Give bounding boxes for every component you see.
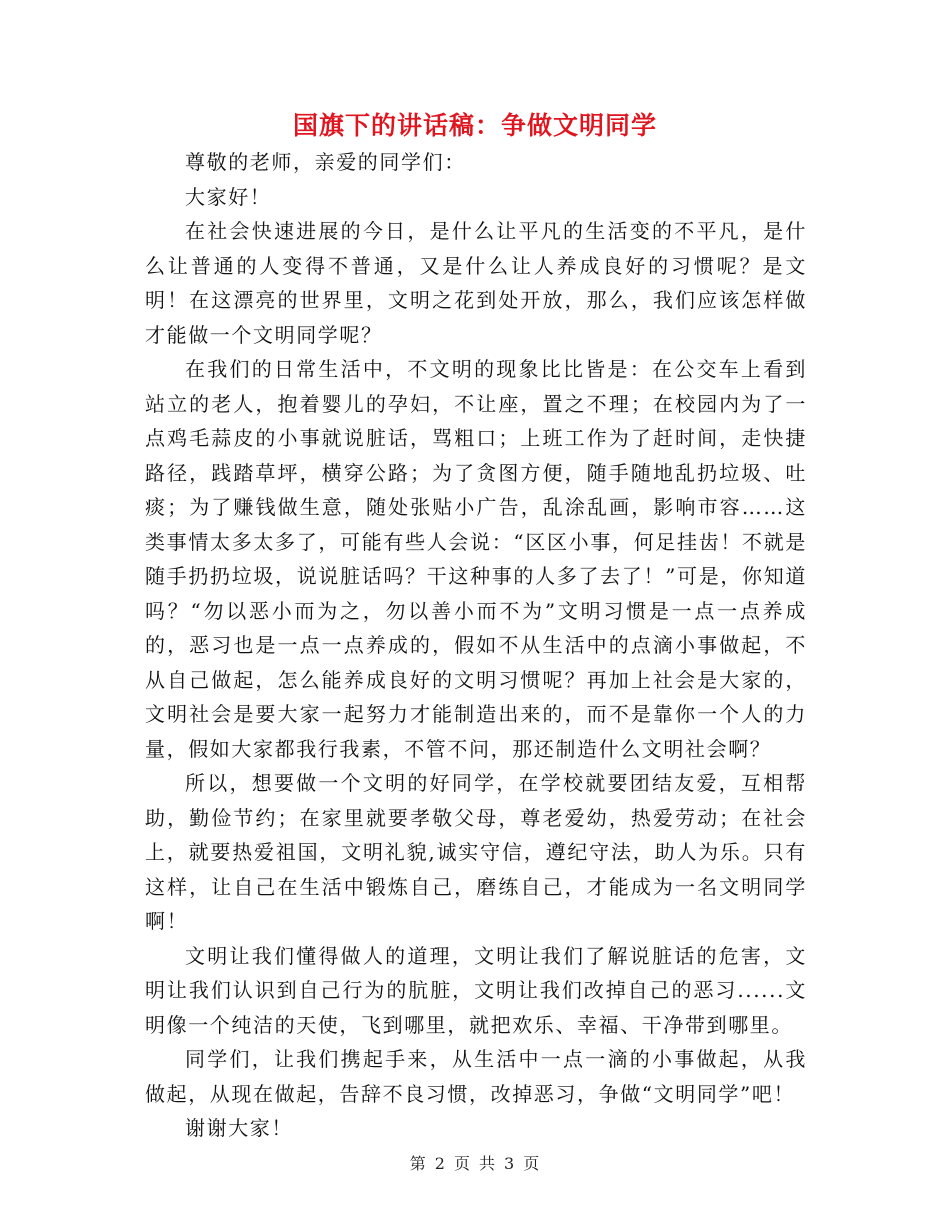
footer-page-word: 页 <box>453 1154 471 1173</box>
greeting-paragraph: 大家好！ <box>185 184 272 209</box>
footer-total-word: 共 <box>479 1154 497 1173</box>
current-page-number: 2 <box>434 1154 446 1173</box>
body-paragraph: 在社会快速进展的今日，是什么让平凡的生活变的不平凡，是什么让普通的人变得不普通，又是什么让人养成良好的习惯呢？是文明！在这漂亮的世界里，文明之花到处开放，那么，我们应该怎样做才能做一个文明同学呢？ <box>145 219 807 347</box>
body-paragraph: 文明让我们懂得做人的道理，文明让我们了解说脏话的危害，文明让我们认识到自己行为的肮脏，文明让我们改掉自己的恶习......文明像一个纯洁的天使，飞到哪里，就把欢乐、幸福、干净带到哪里。 <box>145 943 807 1037</box>
document-body <box>145 145 807 1146</box>
closing-paragraph: 谢谢大家！ <box>185 1116 293 1140</box>
salutation-paragraph: 尊敬的老师，亲爱的同学们： <box>185 150 466 174</box>
page-footer <box>0 1152 950 1176</box>
body-paragraph: 同学们，让我们携起手来，从生活中一点一滴的小事做起，从我做起，从现在做起，告辞不良习惯，改掉恶习，争做“文明同学”吧！ <box>145 1047 807 1106</box>
document-title: 国旗下的讲话稿：争做文明同学 <box>292 111 657 140</box>
body-paragraph: 在我们的日常生活中，不文明的现象比比皆是：在公交车上看到站立的老人，抱着婴儿的孕妇，不让座，置之不理；在校园内为了一点鸡毛蒜皮的小事就说脏话，骂粗口；上班工作为了赶时间，走快捷路径，践踏草坪，横穿公路；为了贪图方便，随手随地乱扔垃圾、吐痰；为了赚钱做生意，随处张贴小广告，乱涂乱画，影响市容……这类事情太多太多了，可能有些人会说：“区区小事，何足挂齿！不就是随手扔扔垃圾，说说脏话吗？干这种事的人多了去了！”可是，你知道吗？“勿以恶小而为之，勿以善小而不为”文明习惯是一点一点养成的，恶习也是一点一点养成的，假如不从生活中的点滴小事做起，不从自己做起，怎么能养成良好的文明习惯呢？再加上社会是大家的，文明社会是要大家一起努力才能制造出来的，而不是靠你一个人的力量，假如大家都我行我素，不管不问，那还制造什么文明社会啊？ <box>145 357 807 761</box>
body-paragraph: 所以，想要做一个文明的好同学，在学校就要团结友爱，互相帮助，勤俭节约；在家里就要孝敬父母，尊老爱幼，热爱劳动；在社会上，就要热爱祖国，文明礼貌,诚实守信，遵纪守法，助人为乐。只有这样，让自己在生活中锻炼自己，磨练自己，才能成为一名文明同学啊！ <box>145 771 807 933</box>
footer-prefix: 第 <box>409 1154 427 1173</box>
footer-suffix: 页 <box>523 1154 541 1173</box>
total-page-number: 3 <box>504 1154 516 1173</box>
